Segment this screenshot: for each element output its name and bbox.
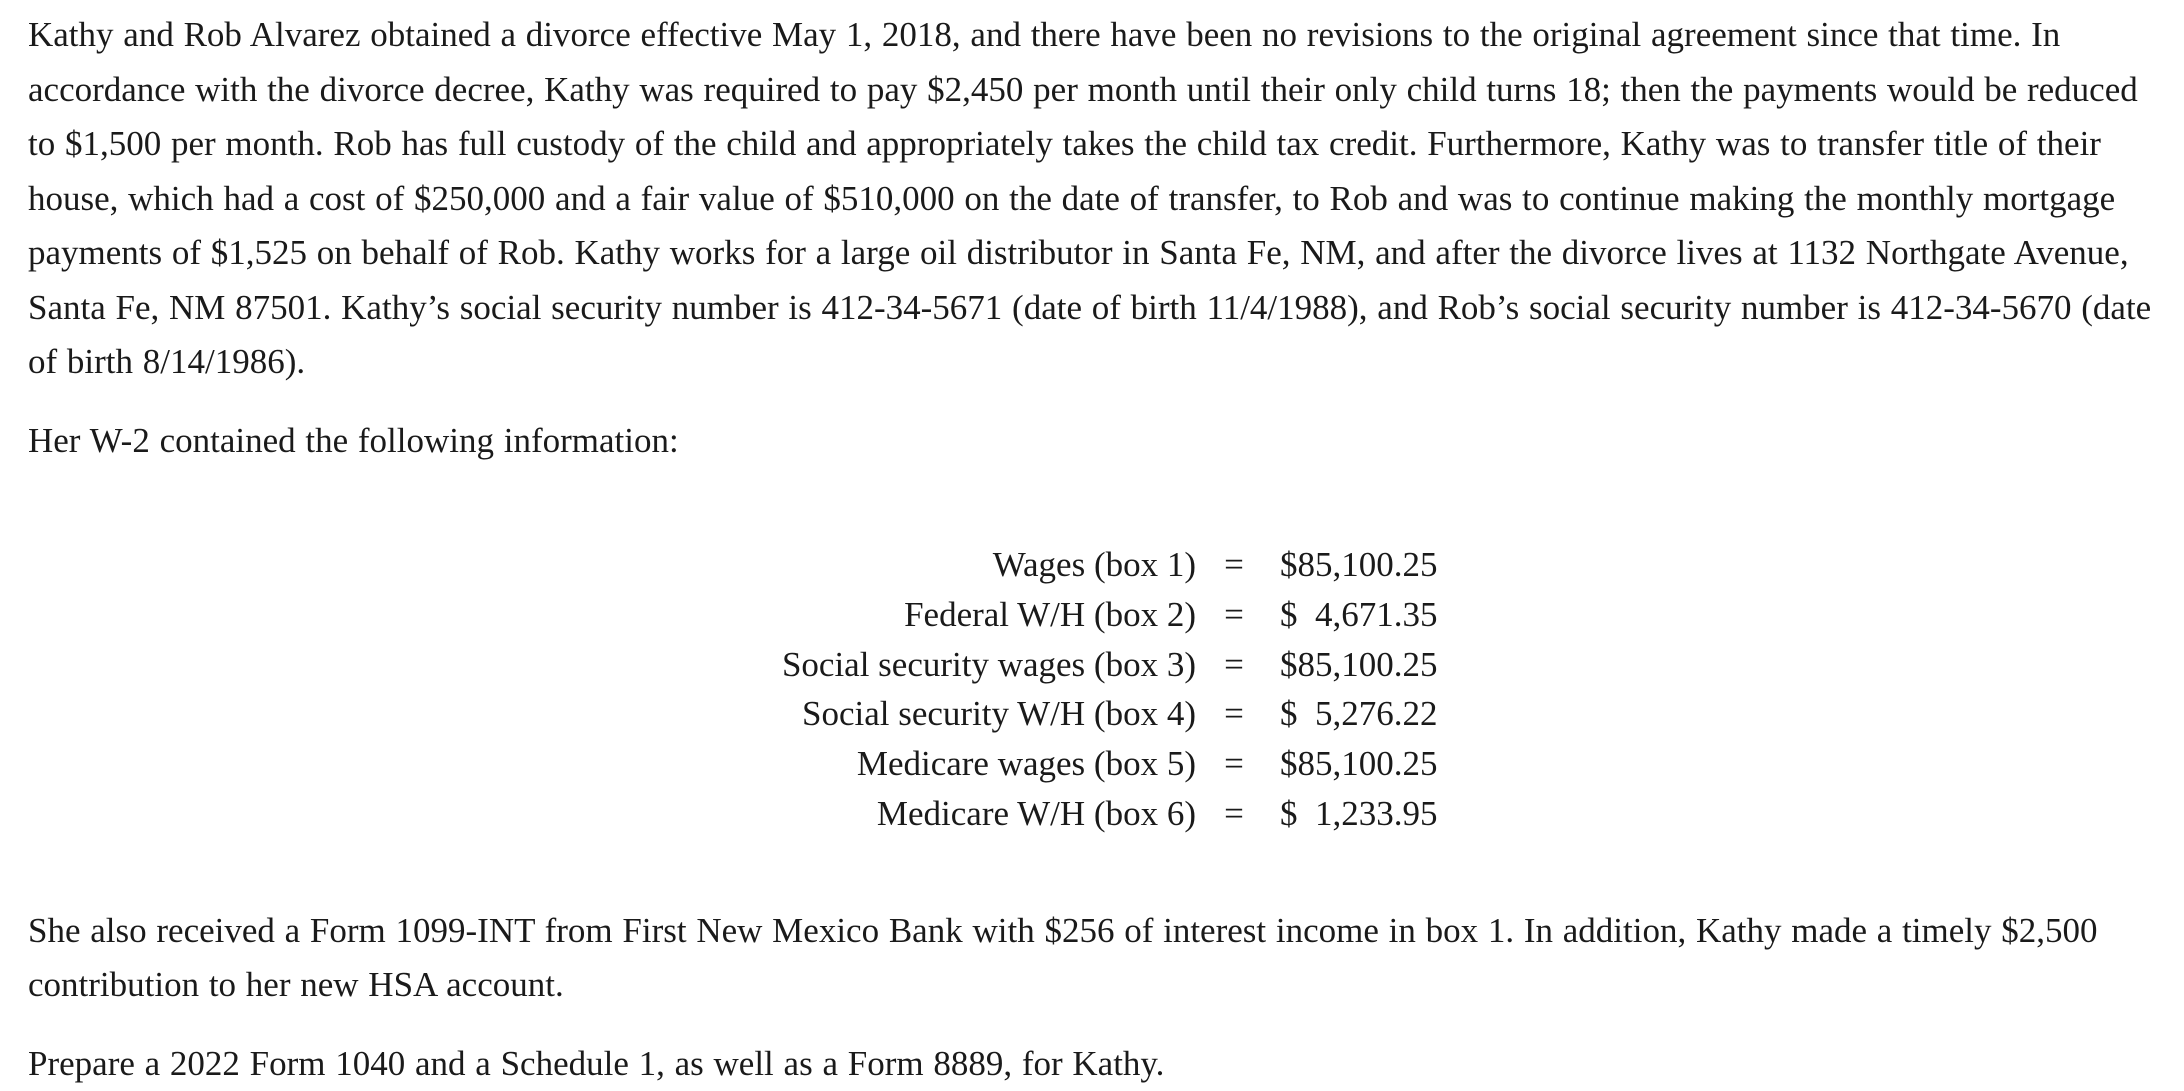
w2-row-value: $85,100.25 xyxy=(1280,545,1438,584)
intro-paragraph: Kathy and Rob Alvarez obtained a divorce effective May 1, 2018, and there have been no revisions to the original agreement since that time. In accordance with the divorce decree, Kathy was required to pay $2,450 per month until their only child turns 18; then the payments would be reduced to $1,500 per month. Rob has full custody of the child and appropriately takes the child tax credit. Furthermore, Kathy was to transfer title of their house, which had a cost of $250,000 and a fair value of $510,000 on the date of transfer, to Rob and was to continue making the monthly mortgage payments of $1,525 on behalf of Rob. Kathy works for a large oil distributor in Santa Fe, NM, and after the divorce lives at 1132 Northgate Avenue, Santa Fe, NM 87501. Kathy’s social security number is 412-34-5671 (date of birth 11/4/1988), and Rob’s social security number is 412-34-5670 (date of birth 8/14/1986). xyxy=(28,15,2152,381)
w2-row-value: $ 1,233.95 xyxy=(1280,793,1438,833)
w2-row-value: $85,100.25 xyxy=(1280,744,1438,784)
w2-row-ss-wh xyxy=(758,689,1480,739)
equals-sign: = xyxy=(1224,793,1244,833)
task-paragraph: Prepare a 2022 Form 1040 and a Schedule 1, as well as a Form 8889, for Kathy. xyxy=(28,1043,1165,1083)
w2-row-federal-wh xyxy=(758,590,1480,640)
w2-row-label: Federal W/H (box 2) xyxy=(904,594,1196,634)
equals-sign: = xyxy=(1224,694,1244,734)
w2-row-label: Medicare W/H (box 6) xyxy=(876,793,1196,833)
w2-row-value: $ 5,276.22 xyxy=(1280,694,1438,734)
w2-row-wages xyxy=(758,540,1480,590)
equals-sign: = xyxy=(1224,594,1244,634)
equals-sign: = xyxy=(1224,744,1244,784)
w2-row-label: Wages (box 1) xyxy=(992,545,1196,584)
w2-table xyxy=(758,540,1480,839)
w2-row-ss-wages xyxy=(758,640,1480,690)
form-1099-paragraph: She also received a Form 1099-INT from First New Mexico Bank with $256 of interest income in box 1. In addition, Kathy made a timely $2,500 contribution to her new HSA account. xyxy=(28,910,2098,1005)
w2-row-value: $ 4,671.35 xyxy=(1280,594,1438,634)
equals-sign: = xyxy=(1224,545,1244,584)
w2-row-value: $85,100.25 xyxy=(1280,644,1438,684)
w2-intro-paragraph: Her W-2 contained the following information: xyxy=(28,420,679,460)
w2-row-label: Social security wages (box 3) xyxy=(781,644,1196,684)
w2-row-medicare-wages xyxy=(758,739,1480,789)
equals-sign: = xyxy=(1224,644,1244,684)
w2-row-label: Medicare wages (box 5) xyxy=(856,744,1196,784)
w2-row-medicare-wh xyxy=(758,789,1480,839)
w2-row-label: Social security W/H (box 4) xyxy=(802,694,1196,734)
